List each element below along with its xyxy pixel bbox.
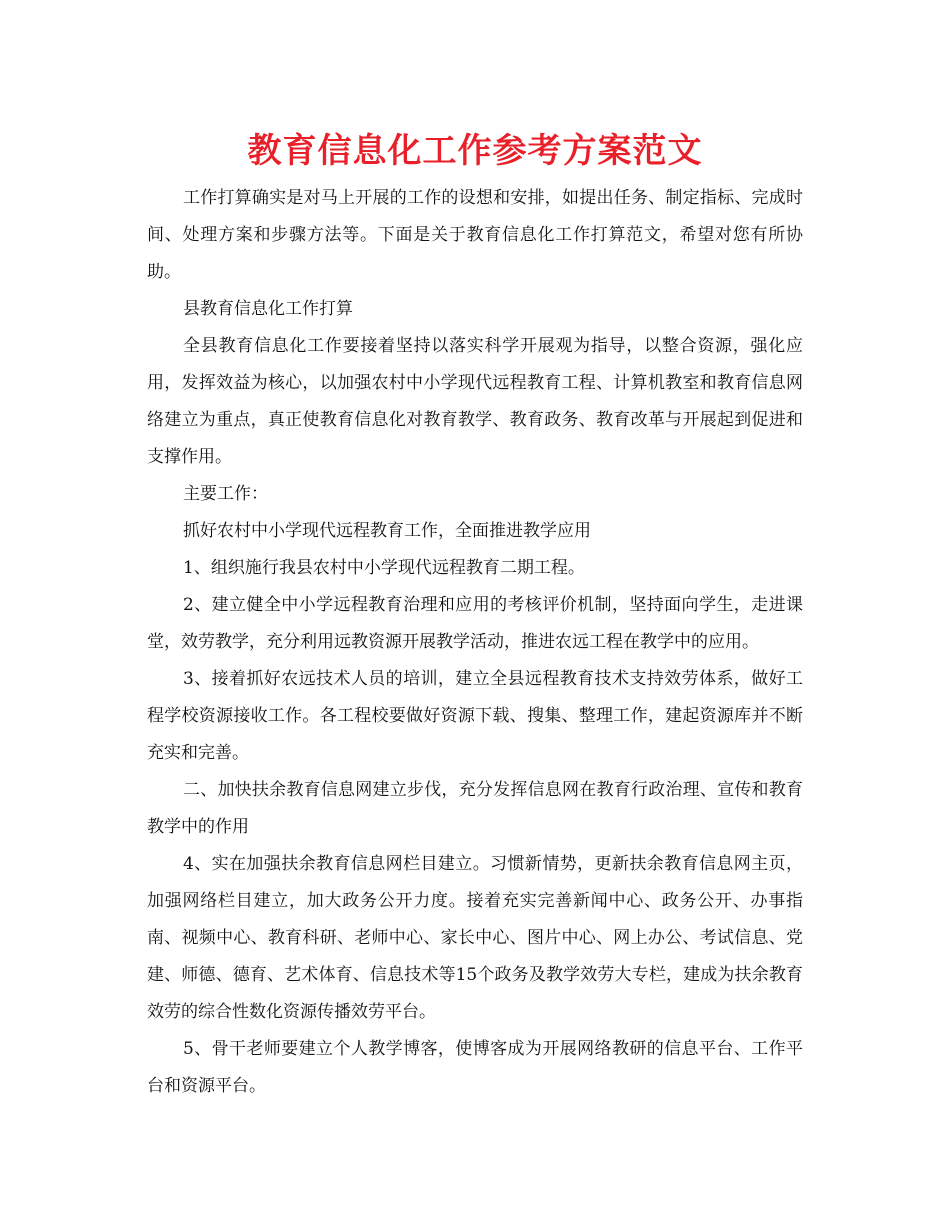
list-item: 5、骨干老师要建立个人教学博客，使博客成为开展网络教研的信息平台、工作平台和资源平台。 <box>147 1039 803 1096</box>
document-page <box>147 128 803 1105</box>
subheading: 抓好农村中小学现代远程教育工作，全面推进教学应用 <box>183 521 591 541</box>
subheading: 二、加快扶余教育信息网建立步伐，充分发挥信息网在教育行政治理、宣传和教育教学中的作用 <box>147 780 803 837</box>
list-item: 1、组织施行我县农村中小学现代远程教育二期工程。 <box>183 558 585 578</box>
section-heading: 县教育信息化工作打算 <box>183 299 353 319</box>
subheading: 主要工作： <box>183 484 268 504</box>
intro-paragraph: 工作打算确实是对马上开展的工作的设想和安排，如提出任务、制定指标、完成时间、处理方案和步骤方法等。下面是关于教育信息化工作打算范文，希望对您有所协助。 <box>147 188 803 282</box>
list-item: 4、实在加强扶余教育信息网栏目建立。习惯新情势，更新扶余教育信息网主页，加强网络栏目建立，加大政务公开力度。接着充实完善新闻中心、政务公开、办事指南、视频中心、教育科研、老师中心、家长中心、图片中心、网上办公、考试信息、党建、师德、德育、艺术体育、信息技术等15个政务及教学效劳大专栏，建成为扶余教育效劳的综合性数化资源传播效劳平台。 <box>147 854 803 1022</box>
list-item: 3、接着抓好农远技术人员的培训，建立全县远程教育技术支持效劳体系，做好工程学校资源接收工作。各工程校要做好资源下载、搜集、整理工作，建起资源库并不断充实和完善。 <box>147 669 803 763</box>
document-title: 教育信息化工作参考方案范文 <box>247 131 703 171</box>
body-paragraph: 全县教育信息化工作要接着坚持以落实科学开展观为指导，以整合资源，强化应用，发挥效益为核心，以加强农村中小学现代远程教育工程、计算机教室和教育信息网络建立为重点，真正使教育信息化对教育教学、教育政务、教育改革与开展起到促进和支撑作用。 <box>147 336 803 467</box>
list-item: 2、建立健全中小学远程教育治理和应用的考核评价机制，坚持面向学生，走进课堂，效劳教学，充分利用远教资源开展教学活动，推进农远工程在教学中的应用。 <box>147 595 803 652</box>
